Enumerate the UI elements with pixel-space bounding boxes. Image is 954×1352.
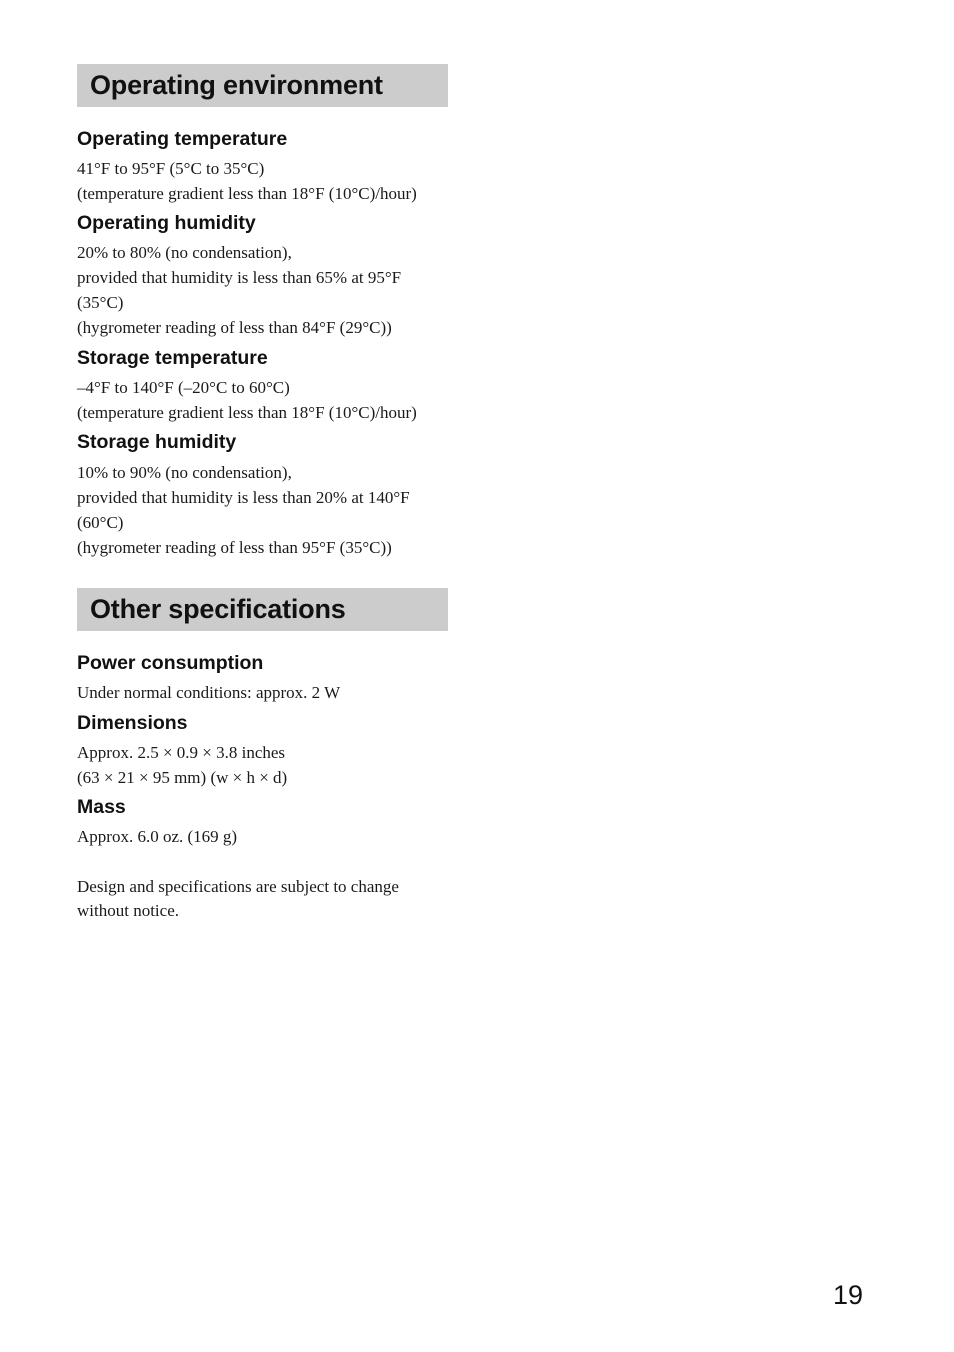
spec-line: 10% to 90% (no condensation), xyxy=(77,463,292,482)
spec-line: Approx. 6.0 oz. (169 g) xyxy=(77,827,238,846)
spec-mass xyxy=(77,795,448,849)
spec-title: Storage humidity xyxy=(77,431,237,453)
spec-line: (temperature gradient less than 18°F (10°C)/hour) xyxy=(77,403,417,422)
spec-line: (hygrometer reading of less than 84°F (29°C)) xyxy=(77,318,392,337)
spec-line: provided that humidity is less than 20% at 140°F xyxy=(77,488,410,507)
notice-paragraph xyxy=(77,875,448,923)
spec-storage-humidity xyxy=(77,430,448,560)
spec-line: Under normal conditions: approx. 2 W xyxy=(77,683,341,702)
spec-title: Storage temperature xyxy=(77,347,268,369)
spec-line: (35°C) xyxy=(77,293,124,312)
spec-title: Operating temperature xyxy=(77,128,288,150)
spec-line: provided that humidity is less than 65% at 95°F xyxy=(77,268,402,287)
spec-title: Power consumption xyxy=(77,652,264,674)
spec-line: 41°F to 95°F (5°C to 35°C) xyxy=(77,159,265,178)
notice-line: Design and specifications are subject to change xyxy=(77,877,399,896)
spec-line: (60°C) xyxy=(77,513,124,532)
section-header-other-specifications xyxy=(77,588,448,631)
spec-line: (63 × 21 × 95 mm) (w × h × d) xyxy=(77,768,288,787)
section-title: Operating environment xyxy=(90,70,383,100)
spec-power-consumption xyxy=(77,651,448,705)
section-header-operating-environment xyxy=(77,64,448,107)
specifications-column xyxy=(77,64,448,923)
spec-title: Dimensions xyxy=(77,712,188,734)
spec-storage-temperature xyxy=(77,346,448,425)
spec-title: Operating humidity xyxy=(77,212,256,234)
spec-line: 20% to 80% (no condensation), xyxy=(77,243,292,262)
notice-line: without notice. xyxy=(77,901,179,920)
section-title: Other specifications xyxy=(90,594,346,624)
spec-line: –4°F to 140°F (–20°C to 60°C) xyxy=(77,378,290,397)
spec-operating-temperature xyxy=(77,127,448,206)
spec-dimensions xyxy=(77,711,448,790)
page-number: 19 xyxy=(833,1280,864,1310)
spec-title: Mass xyxy=(77,796,126,818)
spec-line: (hygrometer reading of less than 95°F (35°C)) xyxy=(77,538,392,557)
spec-line: Approx. 2.5 × 0.9 × 3.8 inches xyxy=(77,743,286,762)
spec-line: (temperature gradient less than 18°F (10°C)/hour) xyxy=(77,184,417,203)
spec-operating-humidity xyxy=(77,211,448,340)
